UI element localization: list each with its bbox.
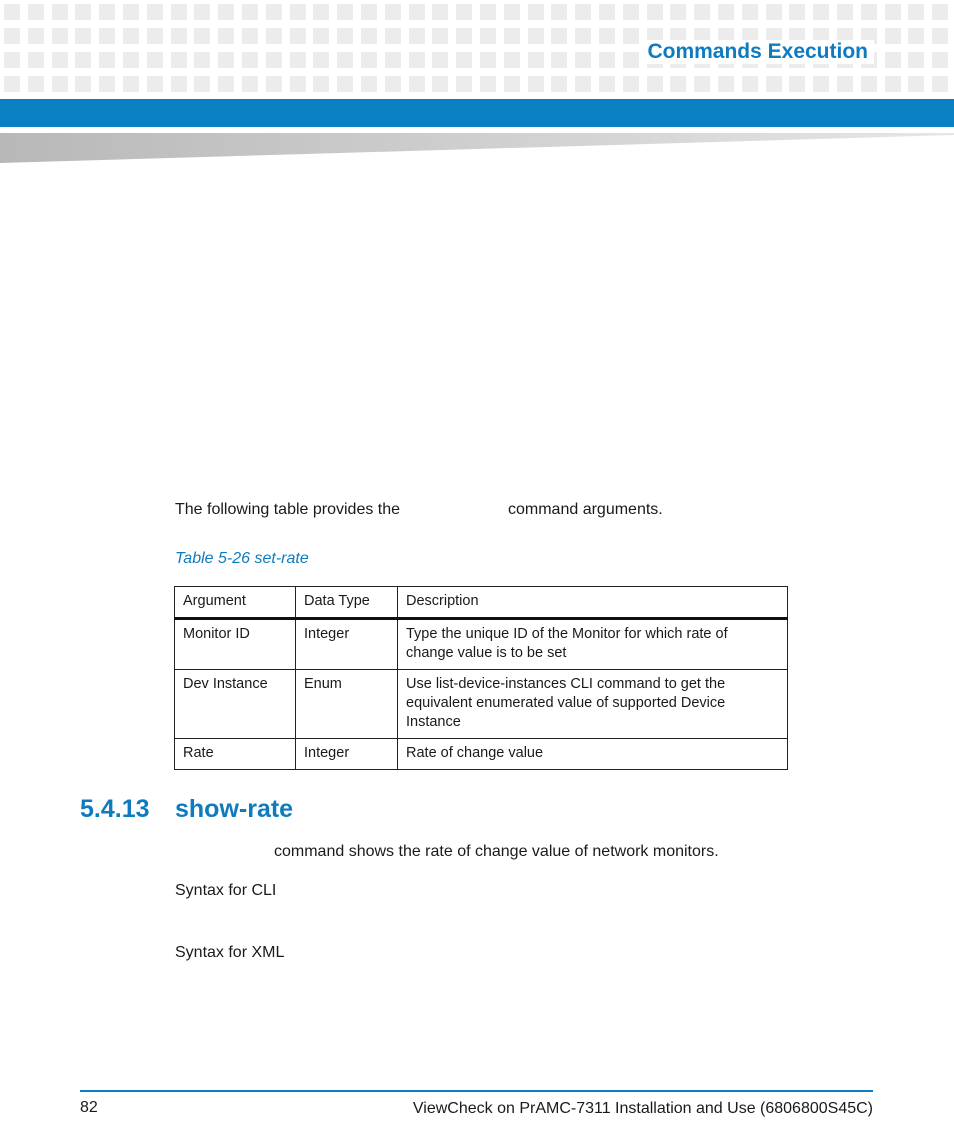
cell-description: Use list-device-instances CLI command to get the equivalent enumerated value of supported Device Instance [398,670,788,739]
header-dot [28,28,44,44]
header-dot [599,52,615,68]
section-number: 5.4.13 [80,795,150,823]
header-dot [123,28,139,44]
header-dot [290,52,306,68]
header-dot [694,4,710,20]
header-dot [385,4,401,20]
header-grey-wedge [0,133,954,163]
header-dot [670,76,686,92]
header-dot [361,4,377,20]
header-dot [837,76,853,92]
header-dot [813,76,829,92]
running-header-title: Commands Execution [641,40,874,64]
header-dot [266,76,282,92]
header-dot [885,4,901,20]
table-header-row [175,587,788,619]
header-dot [528,52,544,68]
cell-description: Type the unique ID of the Monitor for which rate of change value is to be set [398,619,788,670]
cell-data-type: Enum [296,670,398,739]
header-dot [409,76,425,92]
header-dot [599,76,615,92]
header-dot [337,76,353,92]
cell-argument: Dev Instance [175,670,296,739]
header-dot [504,4,520,20]
header-dot [385,28,401,44]
header-dot [75,4,91,20]
cell-data-type: Integer [296,619,398,670]
header-dot [99,76,115,92]
header-dot [932,76,948,92]
header-dot [4,52,20,68]
header-dot [337,52,353,68]
header-dot [908,4,924,20]
header-dot [171,52,187,68]
header-dot [932,52,948,68]
header-dot [194,4,210,20]
header-dot [861,4,877,20]
header-dot [670,4,686,20]
cell-data-type: Integer [296,739,398,770]
header-dot [266,52,282,68]
header-dot [171,76,187,92]
header-dot [194,28,210,44]
header-dot [718,76,734,92]
intro-text-start: The following table provides the [175,501,401,518]
header-dot [99,52,115,68]
table-row [175,619,788,670]
header-dot [647,76,663,92]
header-dot [218,52,234,68]
header-dot [409,4,425,20]
header-dot [789,4,805,20]
header-dot [837,4,853,20]
header-dot [75,28,91,44]
header-dot [99,28,115,44]
header-dot [28,76,44,92]
footer-rule [80,1090,873,1092]
header-dot [313,4,329,20]
intro-text-end: command arguments. [508,501,663,518]
header-dot [456,76,472,92]
header-dot [766,76,782,92]
header-dot [480,52,496,68]
header-dot [742,4,758,20]
header-dot [432,4,448,20]
header-dot [361,28,377,44]
header-dot [385,76,401,92]
header-dot [885,28,901,44]
header-dot [242,28,258,44]
header-dot [290,76,306,92]
header-dot [623,4,639,20]
header-dot [504,28,520,44]
header-blue-bar [0,99,954,127]
header-dot [290,28,306,44]
header-dot [409,28,425,44]
header-dot [551,76,567,92]
header-dot [623,28,639,44]
header-dot [242,52,258,68]
header-dot [885,52,901,68]
header-dot [266,4,282,20]
table-row [175,670,788,739]
cell-argument: Rate [175,739,296,770]
cell-description: Rate of change value [398,739,788,770]
header-dot [194,52,210,68]
header-dot [551,4,567,20]
header-dot [4,4,20,20]
header-dot [313,52,329,68]
header-dot [528,4,544,20]
header-dot [528,76,544,92]
header-dot [742,76,758,92]
header-dot [75,76,91,92]
header-dot [123,52,139,68]
header-dot [789,76,805,92]
header-dot [575,76,591,92]
table-caption: Table 5-26 set-rate [175,550,309,567]
header-dot [480,28,496,44]
header-dot [885,76,901,92]
header-dot [361,52,377,68]
header-dot [932,28,948,44]
section-title: show-rate [175,795,294,823]
header-dot [147,76,163,92]
header-dot [599,28,615,44]
arguments-table [174,586,788,770]
header-dot [456,28,472,44]
header-dot [908,76,924,92]
cell-argument: Monitor ID [175,619,296,670]
header-dot [99,4,115,20]
table-row [175,739,788,770]
syntax-cli-label: Syntax for CLI [175,882,277,899]
header-dot [52,76,68,92]
header-dot [409,52,425,68]
header-dot [932,4,948,20]
header-dot [313,76,329,92]
header-dot [432,52,448,68]
header-dot [171,28,187,44]
header-dot [432,28,448,44]
header-dot [52,28,68,44]
header-dot [456,52,472,68]
column-header-argument: Argument [175,587,296,619]
header-dot [290,4,306,20]
header-dot [694,76,710,92]
header-dot [766,4,782,20]
header-dot [242,4,258,20]
header-dot [171,4,187,20]
header-dot [504,52,520,68]
header-dot [313,28,329,44]
header-dot [813,4,829,20]
header-dot [504,76,520,92]
footer-document-title: ViewCheck on PrAMC-7311 Installation and Use (6806800S45C) [412,1100,873,1117]
header-dot [599,4,615,20]
header-dot [551,28,567,44]
header-dot [480,76,496,92]
header-dot [385,52,401,68]
header-dot [575,4,591,20]
header-dot [194,76,210,92]
header-dot [123,76,139,92]
header-dot [861,76,877,92]
header-dot [4,76,20,92]
header-dot [908,28,924,44]
header-dot [218,4,234,20]
header-dot [528,28,544,44]
header-dot [456,4,472,20]
header-dot [52,52,68,68]
header-dot [147,28,163,44]
page-number: 82 [80,1099,98,1116]
header-dot [28,52,44,68]
header-dot [718,4,734,20]
header-dot [361,76,377,92]
header-dot [266,28,282,44]
header-dot [623,76,639,92]
header-dot [623,52,639,68]
header-dot [337,28,353,44]
header-dot [4,28,20,44]
header-dot [218,28,234,44]
header-dot [575,52,591,68]
header-dot [147,52,163,68]
header-dot [432,76,448,92]
header-dot [337,4,353,20]
header-dot [218,76,234,92]
header-dot [75,52,91,68]
header-dot [147,4,163,20]
header-dot [242,76,258,92]
column-header-data-type: Data Type [296,587,398,619]
header-dot [908,52,924,68]
header-dot [647,4,663,20]
header-dot [52,4,68,20]
header-dot [575,28,591,44]
header-dot [551,52,567,68]
header-dot [123,4,139,20]
header-dot [480,4,496,20]
column-header-description: Description [398,587,788,619]
header-dot [28,4,44,20]
syntax-xml-label: Syntax for XML [175,944,285,961]
section-description: command shows the rate of change value of network monitors. [274,843,719,860]
